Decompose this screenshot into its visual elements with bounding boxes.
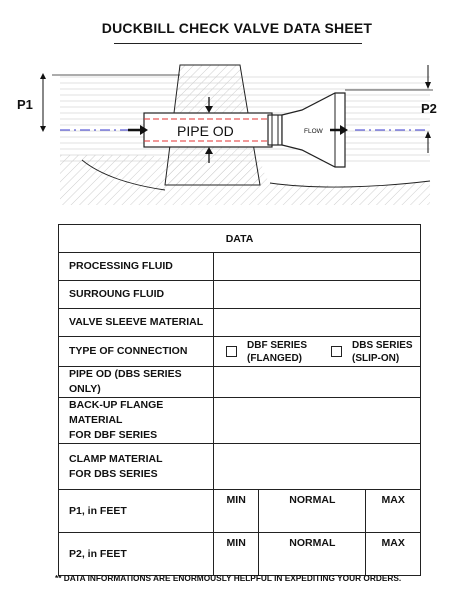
p1-label: P1 <box>17 97 33 112</box>
p1-max-field[interactable]: MAX <box>366 490 420 532</box>
p1-normal-field[interactable]: NORMAL <box>259 490 366 532</box>
table-row <box>59 398 421 444</box>
p2-normal-field[interactable]: NORMAL <box>259 533 366 575</box>
dbf-option-label: DBF SERIES <box>247 339 308 351</box>
p2-values <box>214 533 421 576</box>
backup-flange-field[interactable] <box>214 398 421 444</box>
table-row <box>59 253 421 281</box>
surround-fluid-field[interactable] <box>214 281 421 309</box>
footer-note: ** DATA INFORMATIONS ARE ENORMOUSLY HELPFUL IN EXPEDITING YOUR ORDERS. <box>55 573 402 583</box>
pipe-od-row-label: PIPE OD (DBS SERIES ONLY) <box>59 367 214 398</box>
p2-max-field[interactable]: MAX <box>366 533 420 575</box>
valve-sleeve-field[interactable] <box>214 309 421 337</box>
page-title: DUCKBILL CHECK VALVE DATA SHEET <box>101 20 373 36</box>
surround-fluid-label: SURROUNG FLUID <box>59 281 214 309</box>
dbf-checkbox[interactable] <box>226 346 237 357</box>
dbs-option[interactable] <box>331 339 413 365</box>
processing-fluid-label: PROCESSING FLUID <box>59 253 214 281</box>
dbs-option-label: DBS SERIES <box>352 339 413 351</box>
table-row <box>59 281 421 309</box>
pipe-od-field[interactable] <box>214 367 421 398</box>
valve-sleeve-label: VALVE SLEEVE MATERIAL <box>59 309 214 337</box>
connection-label: TYPE OF CONNECTION <box>59 337 214 367</box>
dbf-option[interactable] <box>226 339 321 365</box>
table-row <box>59 337 421 367</box>
table-header: DATA <box>59 225 421 253</box>
p2-feet-label: P2, in FEET <box>59 533 214 576</box>
valve-diagram <box>0 55 474 205</box>
clamp-material-label: CLAMP MATERIAL FOR DBS SERIES <box>59 444 214 490</box>
data-table <box>58 224 421 576</box>
processing-fluid-field[interactable] <box>214 253 421 281</box>
table-row <box>59 533 421 576</box>
table-row <box>59 444 421 490</box>
p1-values <box>214 490 421 533</box>
clamp <box>268 115 282 145</box>
dbf-option-sublabel: (FLANGED) <box>247 352 302 364</box>
clamp-material-field[interactable] <box>214 444 421 490</box>
p1-min-field[interactable]: MIN <box>226 494 246 506</box>
dbs-option-sublabel: (SLIP-ON) <box>352 352 400 364</box>
flow-label: FLOW <box>304 128 323 135</box>
table-row <box>59 490 421 533</box>
backup-flange-label: BACK-UP FLANGE MATERIAL FOR DBF SERIES <box>59 398 214 444</box>
p2-min-field[interactable]: MIN <box>226 537 246 549</box>
dbs-checkbox[interactable] <box>331 346 342 357</box>
connection-field <box>214 337 421 367</box>
title-underline <box>114 43 362 44</box>
pipe-od-label: PIPE OD <box>177 123 234 139</box>
p2-label: P2 <box>421 101 437 116</box>
table-row <box>59 367 421 398</box>
p1-dimension <box>40 73 46 132</box>
table-row <box>59 309 421 337</box>
p1-feet-label: P1, in FEET <box>59 490 214 533</box>
